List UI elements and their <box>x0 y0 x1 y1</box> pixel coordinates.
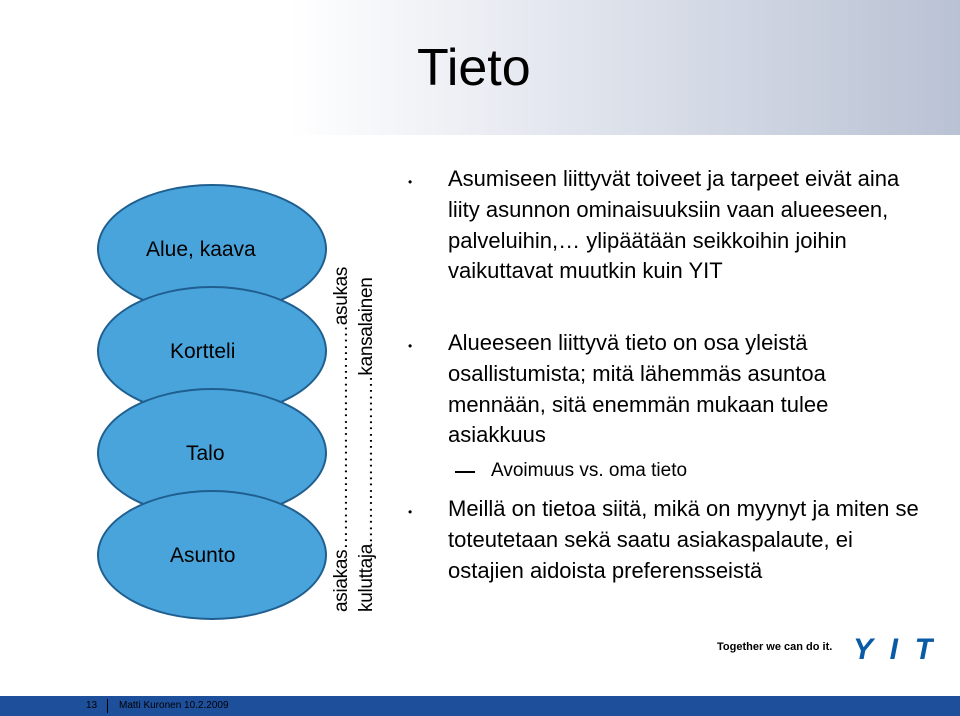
bullet-text-3: Meillä on tietoa siitä, mikä on myynyt ja miten se toteutetaan sekä saatu asiakaspalaute, ei ostajien aidoista preferensseistä <box>448 496 919 583</box>
bullet-text-2: Alueeseen liittyvä tieto on osa yleistä osallistumista; mitä lähemmäs asuntoa mennään, sitä enemmän mukaan tulee asiakkuus <box>448 330 829 448</box>
bullet-text-1: Asumiseen liittyvät toiveet ja tarpeet eivät aina liity asunnon ominaisuuksiin vaan alueeseen, palveluihin,… ylipäätään seikkoihin joihin vaikuttavat muutkin kuin YIT <box>448 166 900 284</box>
level-label-talo: Talo <box>186 442 225 465</box>
level-label-alue: Alue, kaava <box>146 238 256 261</box>
yit-logo <box>853 633 934 663</box>
footer-author-date: Matti Kuronen 10.2.2009 <box>119 700 229 711</box>
level-label-kortteli: Kortteli <box>170 340 236 363</box>
bullet-marker: • <box>408 339 413 353</box>
sub-bullet-text: Avoimuus vs. oma tieto <box>491 460 688 481</box>
sub-bullet-dash <box>455 471 475 473</box>
page-number: 13 <box>86 700 98 711</box>
axis-label-asukas: asiakas………………………………asukas <box>331 266 352 612</box>
axis-label-kansalainen: kuluttaja………………………kansalainen <box>356 277 377 612</box>
title-bar <box>0 0 960 135</box>
footer-separator <box>107 699 108 713</box>
slide-title: Tieto <box>417 39 531 97</box>
bullet-marker: • <box>408 505 413 519</box>
yit-logo-text: YIT <box>853 633 933 663</box>
level-label-asunto: Asunto <box>170 544 236 567</box>
bullet-marker: • <box>408 175 413 189</box>
tagline: Together we can do it. <box>717 641 833 653</box>
